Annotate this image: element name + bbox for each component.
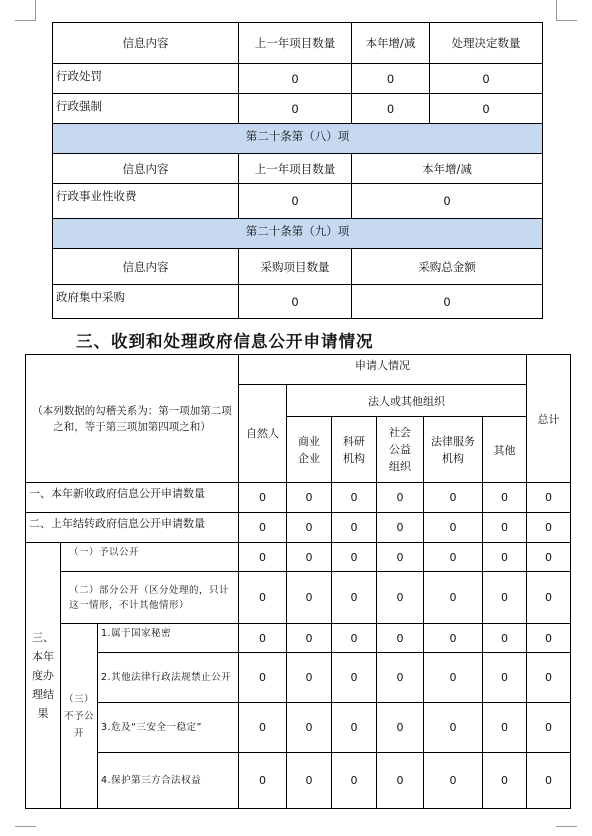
value-cell: 0 <box>527 513 571 543</box>
value-cell: 0 <box>332 543 377 572</box>
crop-mark <box>556 826 577 827</box>
value-cell: 0 <box>527 753 571 809</box>
header-cell: 科研机构 <box>332 417 377 483</box>
row-label: 3.危及“三安全一稳定” <box>98 703 239 753</box>
crop-mark <box>556 0 557 20</box>
section-header: 第二十条第（八）项 <box>53 124 543 154</box>
value-cell: 0 <box>287 483 332 513</box>
value-cell: 0 <box>352 94 430 124</box>
value-cell: 0 <box>377 753 424 809</box>
header-cell: 本年增/减 <box>352 154 543 184</box>
value-cell: 0 <box>483 572 527 624</box>
row-label: 二、上年结转政府信息公开申请数量 <box>26 513 239 543</box>
row-label: 行政事业性收费 <box>53 184 239 219</box>
value-cell: 0 <box>239 483 287 513</box>
header-cell: 信息内容 <box>53 23 239 64</box>
table-row <box>53 184 543 219</box>
header-cell: 社会公益组织 <box>377 417 424 483</box>
header-cell: 其他 <box>483 417 527 483</box>
value-cell: 0 <box>483 624 527 653</box>
value-cell: 0 <box>424 543 483 572</box>
value-cell: 0 <box>483 483 527 513</box>
value-cell: 0 <box>483 753 527 809</box>
value-cell: 0 <box>377 513 424 543</box>
row-label: （一）予以公开 <box>61 543 239 572</box>
value-cell: 0 <box>424 513 483 543</box>
section-header: 第二十条第（九）项 <box>53 219 543 249</box>
value-cell: 0 <box>239 624 287 653</box>
value-cell: 0 <box>352 184 543 219</box>
value-cell: 0 <box>239 513 287 543</box>
value-cell: 0 <box>424 572 483 624</box>
application-stats-table <box>25 354 571 809</box>
value-cell: 0 <box>332 653 377 703</box>
header-cell: 商业企业 <box>287 417 332 483</box>
header-cell: 本年增/减 <box>352 23 430 64</box>
header-cell: 信息内容 <box>53 154 239 184</box>
section-heading: 三、收到和处理政府信息公开申请情况 <box>76 332 374 351</box>
crop-mark <box>35 0 36 20</box>
table-row <box>53 64 543 94</box>
row-label: （二）部分公开（区分处理的，只计这一情形，不计其他情形） <box>61 572 239 624</box>
value-cell: 0 <box>527 483 571 513</box>
table-row <box>26 753 571 809</box>
admin-stats-table <box>52 22 543 319</box>
value-cell: 0 <box>239 94 352 124</box>
table-row <box>26 572 571 624</box>
row-label: 4.保护第三方合法权益 <box>98 753 239 809</box>
value-cell: 0 <box>483 653 527 703</box>
value-cell: 0 <box>527 703 571 753</box>
value-cell: 0 <box>239 653 287 703</box>
value-cell: 0 <box>377 624 424 653</box>
header-cell: 法人或其他组织 <box>287 385 527 417</box>
crop-mark <box>556 20 577 21</box>
value-cell: 0 <box>424 624 483 653</box>
value-cell: 0 <box>287 703 332 753</box>
value-cell: 0 <box>424 483 483 513</box>
value-cell: 0 <box>424 653 483 703</box>
result-label: 三、本年度办理结果 <box>26 543 61 809</box>
header-cell: 申请人情况 <box>239 355 527 385</box>
value-cell: 0 <box>332 572 377 624</box>
crop-mark <box>15 826 36 827</box>
row-label: 行政处罚 <box>53 64 239 94</box>
value-cell: 0 <box>287 513 332 543</box>
value-cell: 0 <box>377 483 424 513</box>
value-cell: 0 <box>287 624 332 653</box>
header-cell: 上一年项目数量 <box>239 23 352 64</box>
value-cell: 0 <box>239 753 287 809</box>
value-cell: 0 <box>527 624 571 653</box>
row-label: 一、本年新收政府信息公开申请数量 <box>26 483 239 513</box>
header-cell: 上一年项目数量 <box>239 154 352 184</box>
table-row <box>26 543 571 572</box>
value-cell: 0 <box>332 624 377 653</box>
table-row <box>26 483 571 513</box>
value-cell: 0 <box>527 543 571 572</box>
value-cell: 0 <box>483 513 527 543</box>
value-cell: 0 <box>332 753 377 809</box>
value-cell: 0 <box>430 94 543 124</box>
value-cell: 0 <box>424 703 483 753</box>
value-cell: 0 <box>239 572 287 624</box>
value-cell: 0 <box>430 64 543 94</box>
value-cell: 0 <box>352 64 430 94</box>
value-cell: 0 <box>332 703 377 753</box>
header-cell: 采购项目数量 <box>239 249 352 285</box>
table-row <box>26 513 571 543</box>
row-label: 1.属于国家秘密 <box>98 624 239 653</box>
row-label: 2.其他法律行政法规禁止公开 <box>98 653 239 703</box>
note-cell: （本列数据的勾稽关系为：第一项加第二项之和，等于第三项加第四项之和） <box>26 355 239 483</box>
value-cell: 0 <box>287 572 332 624</box>
header-cell: 处理决定数量 <box>430 23 543 64</box>
value-cell: 0 <box>332 483 377 513</box>
value-cell: 0 <box>239 543 287 572</box>
value-cell: 0 <box>527 653 571 703</box>
value-cell: 0 <box>239 703 287 753</box>
value-cell: 0 <box>377 703 424 753</box>
header-cell: 总计 <box>527 355 571 483</box>
value-cell: 0 <box>239 285 352 319</box>
header-cell: 法律服务机构 <box>424 417 483 483</box>
value-cell: 0 <box>483 543 527 572</box>
table-row <box>26 653 571 703</box>
table-row <box>53 285 543 319</box>
header-cell: 采购总金额 <box>352 249 543 285</box>
crop-mark <box>15 20 36 21</box>
value-cell: 0 <box>377 572 424 624</box>
value-cell: 0 <box>239 64 352 94</box>
value-cell: 0 <box>287 653 332 703</box>
value-cell: 0 <box>483 703 527 753</box>
value-cell: 0 <box>287 543 332 572</box>
value-cell: 0 <box>352 285 543 319</box>
table-row <box>53 94 543 124</box>
table-row <box>26 703 571 753</box>
value-cell: 0 <box>287 753 332 809</box>
value-cell: 0 <box>377 543 424 572</box>
row-label: 政府集中采购 <box>53 285 239 319</box>
value-cell: 0 <box>332 513 377 543</box>
notopen-label: （三）不予公开 <box>61 624 98 809</box>
row-label: 行政强制 <box>53 94 239 124</box>
header-cell: 自然人 <box>239 385 287 483</box>
value-cell: 0 <box>377 653 424 703</box>
table-row <box>26 624 571 653</box>
value-cell: 0 <box>239 184 352 219</box>
value-cell: 0 <box>527 572 571 624</box>
value-cell: 0 <box>424 753 483 809</box>
header-cell: 信息内容 <box>53 249 239 285</box>
